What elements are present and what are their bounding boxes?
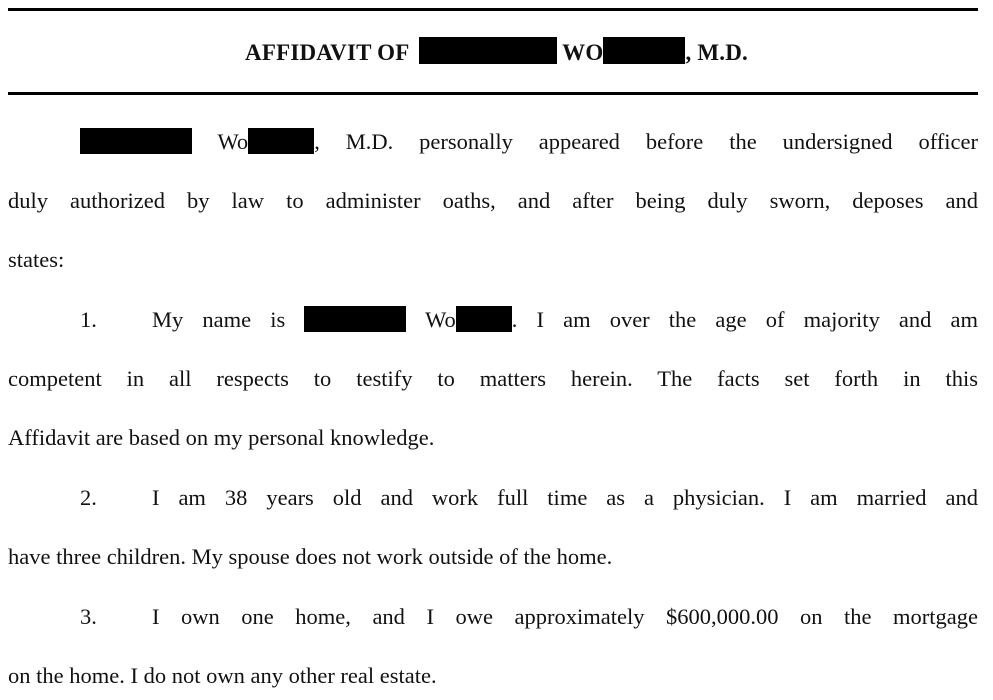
paragraph-2-line-1-text: I am 38 years old and work full time as a physician. I am married and xyxy=(152,485,978,510)
paragraph-2-line-1 xyxy=(8,483,978,513)
redaction-bar xyxy=(419,37,557,64)
top-rule xyxy=(8,8,978,11)
paragraph-1-line-2: competent in all respects to testify to matters herein. The facts set forth in this xyxy=(8,366,978,391)
intro-line-3: states: xyxy=(8,247,65,272)
paragraph-1-line-3: Affidavit are based on my personal knowledge. xyxy=(8,425,435,450)
paragraph-number: 2. xyxy=(80,485,97,510)
paragraph-1-line-1 xyxy=(8,305,978,335)
redaction-bar xyxy=(456,306,512,332)
paragraph-number: 1. xyxy=(80,307,97,332)
title-surname-fragment: WO xyxy=(562,40,604,65)
title-prefix: AFFIDAVIT OF xyxy=(245,40,409,65)
paragraph-1-rest: . I am over the age of majority and am xyxy=(511,307,979,332)
paragraph-1-surname-fragment: Wo xyxy=(425,307,456,332)
paragraph-2-line-2: have three children. My spouse does not work outside of the home. xyxy=(8,544,613,569)
paragraph-number: 3. xyxy=(80,604,97,629)
affidavit-title xyxy=(0,37,993,68)
paragraph-3-line-1 xyxy=(8,602,978,632)
intro-line-2: duly authorized by law to administer oaths, and after being duly sworn, deposes and xyxy=(8,188,978,213)
paragraph-1-start: My name is xyxy=(152,307,286,332)
redaction-bar xyxy=(80,128,192,154)
redaction-bar xyxy=(248,128,314,154)
title-suffix: , M.D. xyxy=(685,40,748,65)
bottom-rule xyxy=(8,92,978,95)
paragraph-3-line-1-text: I own one home, and I owe approximately $600,000.00 on the mortgage xyxy=(152,604,978,629)
intro-surname-fragment: Wo xyxy=(217,129,249,154)
paragraph-3-line-2: on the home. I do not own any other real estate. xyxy=(8,663,437,688)
redaction-bar xyxy=(304,306,406,332)
redaction-bar xyxy=(603,37,685,64)
intro-line-1-rest: , M.D. personally appeared before the undersigned officer xyxy=(314,129,978,154)
intro-line-1 xyxy=(8,127,978,157)
